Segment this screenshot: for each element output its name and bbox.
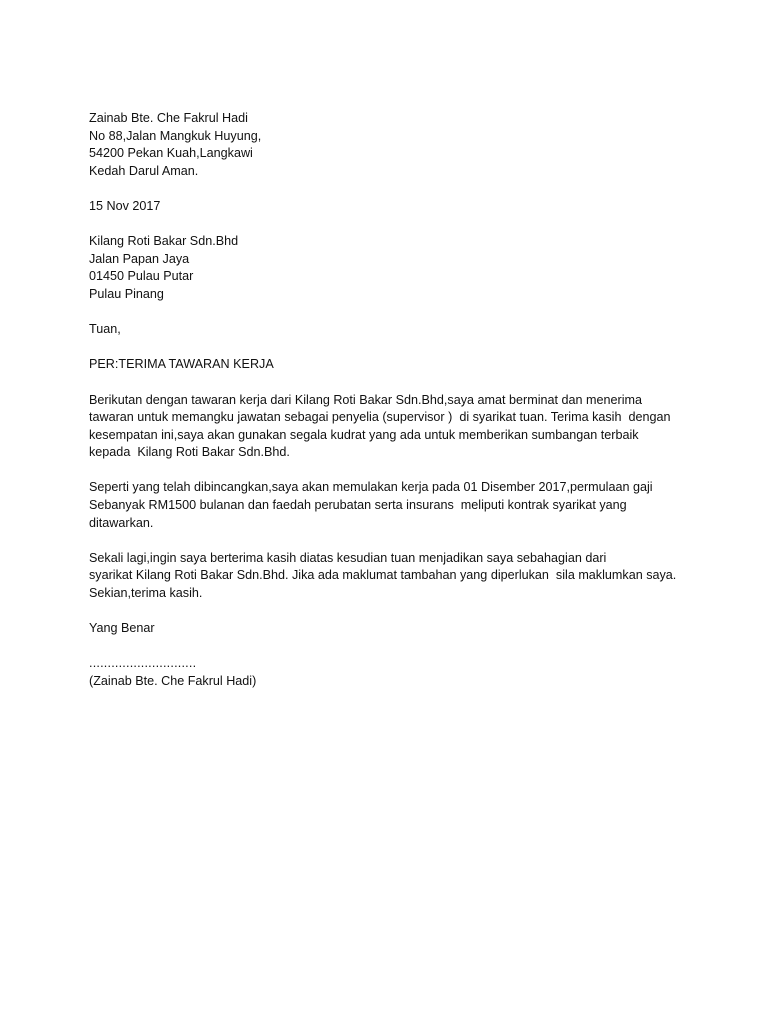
paragraph-line: syarikat Kilang Roti Bakar Sdn.Bhd. Jika ada maklumat tambahan yang diperlukan sila maklumkan saya. <box>89 568 677 583</box>
sender-address-line-3: Kedah Darul Aman. <box>89 163 199 178</box>
paragraph-line: Sebanyak RM1500 bulanan dan faedah perubatan serta insurans meliputi kontrak syarikat yang <box>89 498 627 513</box>
sender-address-block <box>89 110 689 180</box>
spacer <box>89 216 689 234</box>
subject-line: PER:TERIMA TAWARAN KERJA <box>89 357 274 372</box>
paragraph-line: Sekian,terima kasih. <box>89 586 203 601</box>
letter-date: 15 Nov 2017 <box>89 198 161 213</box>
spacer <box>89 603 689 621</box>
spacer <box>89 374 689 392</box>
signature-name: (Zainab Bte. Che Fakrul Hadi) <box>89 674 257 688</box>
spacer <box>89 462 689 480</box>
recipient-address-line-2: 01450 Pulau Putar <box>89 269 194 284</box>
paragraph-thanks <box>89 550 689 603</box>
spacer <box>89 304 689 322</box>
spacer <box>89 638 689 656</box>
spacer <box>89 339 689 357</box>
spacer <box>89 532 689 550</box>
paragraph-terms <box>89 479 689 532</box>
paragraph-line: Berikutan dengan tawaran kerja dari Kilang Roti Bakar Sdn.Bhd,saya amat berminat dan menerima <box>89 392 643 407</box>
closing: Yang Benar <box>89 621 155 636</box>
recipient-address-line-3: Pulau Pinang <box>89 286 164 301</box>
paragraph-line: ditawarkan. <box>89 515 154 530</box>
letter-body <box>89 110 689 691</box>
recipient-company: Kilang Roti Bakar Sdn.Bhd <box>89 234 239 249</box>
paragraph-line: Sekali lagi,ingin saya berterima kasih diatas kesudian tuan menjadikan saya sebahagian dari <box>89 550 607 565</box>
recipient-address-line-1: Jalan Papan Jaya <box>89 251 190 266</box>
sender-address-line-1: No 88,Jalan Mangkuk Huyung, <box>89 128 262 143</box>
recipient-address-block <box>89 233 689 303</box>
salutation: Tuan, <box>89 322 121 337</box>
signature-line: ............................. <box>89 656 197 671</box>
paragraph-acceptance <box>89 392 689 462</box>
sender-address-line-2: 54200 Pekan Kuah,Langkawi <box>89 146 253 161</box>
paragraph-line: tawaran untuk memangku jawatan sebagai penyelia (supervisor ) di syarikat tuan. Terima kasih dengan <box>89 410 671 425</box>
spacer <box>89 180 689 198</box>
paragraph-line: Seperti yang telah dibincangkan,saya akan memulakan kerja pada 01 Disember 2017,permulaan gaji <box>89 480 653 495</box>
sender-name: Zainab Bte. Che Fakrul Hadi <box>89 111 248 125</box>
paragraph-line: kesempatan ini,saya akan gunakan segala kudrat yang ada untuk memberikan sumbangan terbaik <box>89 427 639 442</box>
paragraph-line: kepada Kilang Roti Bakar Sdn.Bhd. <box>89 445 290 460</box>
